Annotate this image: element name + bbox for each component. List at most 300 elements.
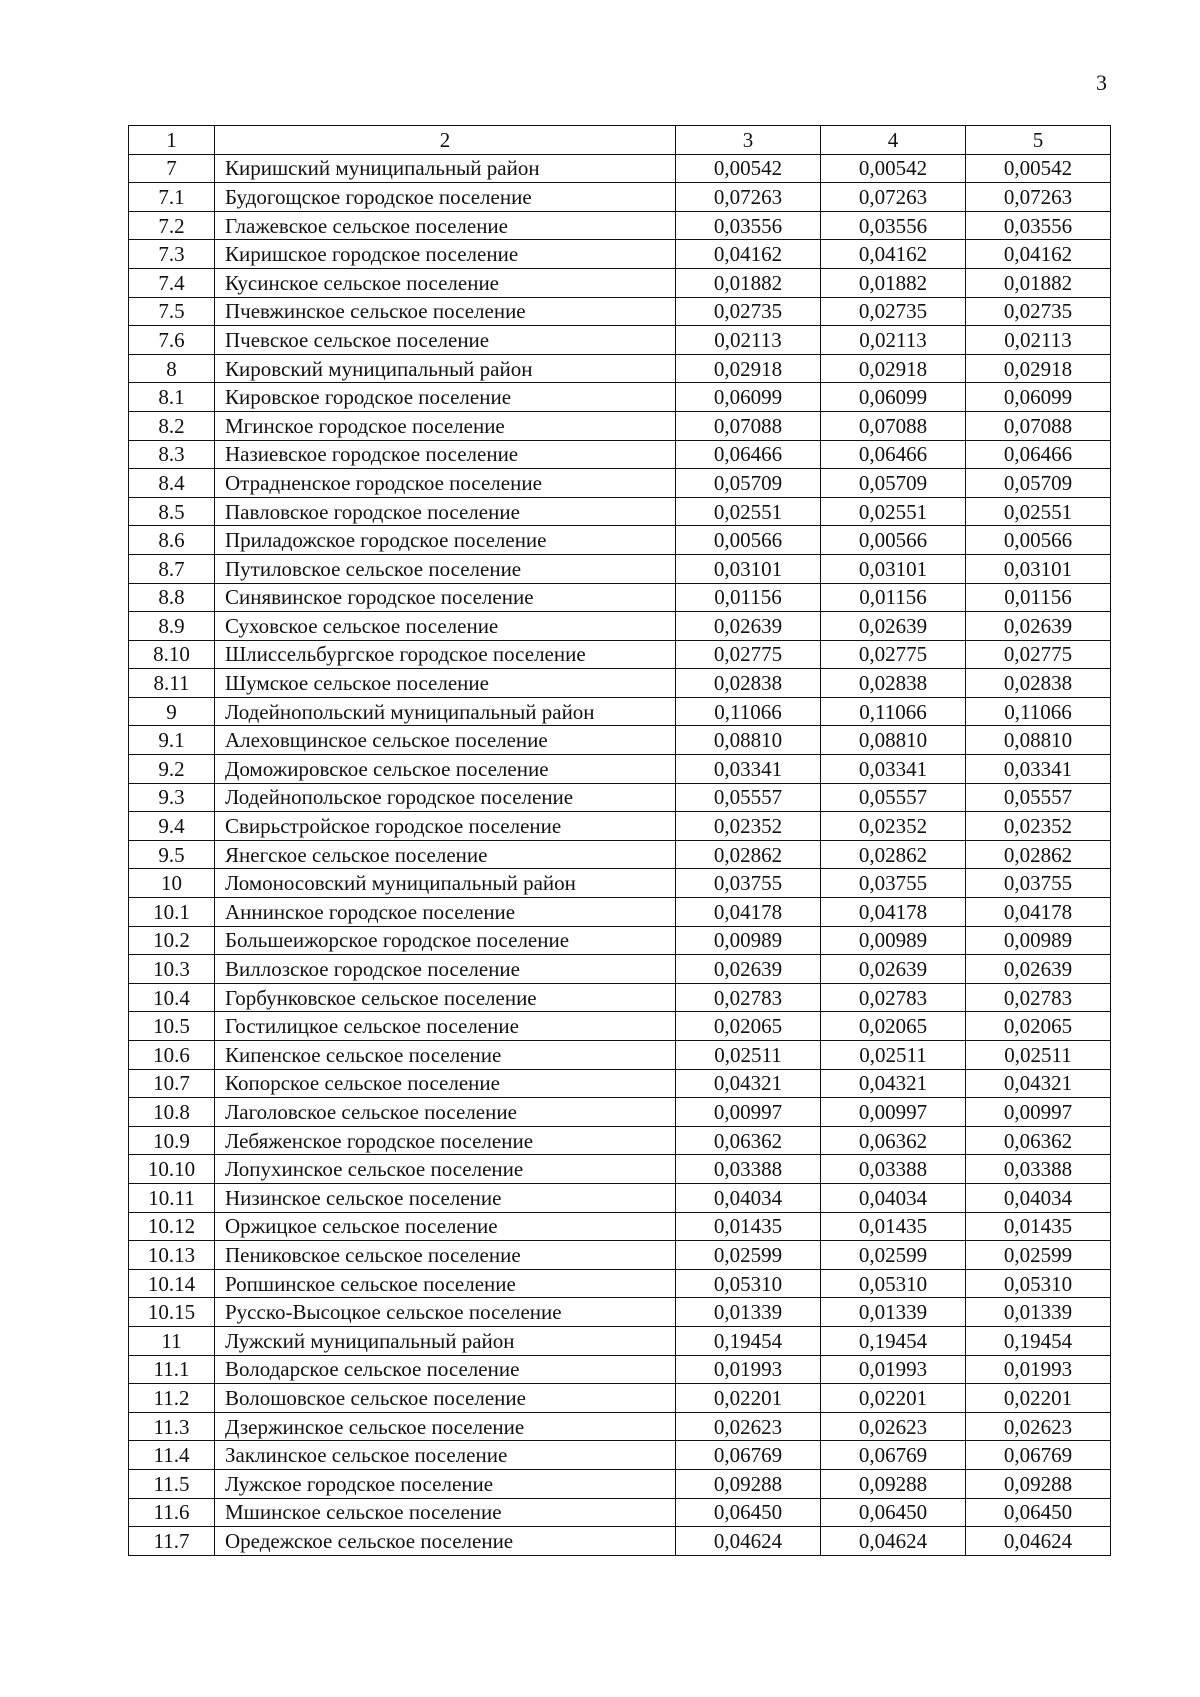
- table-row: [129, 983, 1111, 1012]
- value-col-3: 0,03755: [676, 869, 821, 898]
- value-col-4: 0,03556: [821, 211, 966, 240]
- table-row: [129, 497, 1111, 526]
- value-col-4: 0,03341: [821, 755, 966, 784]
- table-row: [129, 669, 1111, 698]
- table-row: [129, 612, 1111, 641]
- value-col-5: 0,04162: [966, 240, 1111, 269]
- value-col-5: 0,00989: [966, 926, 1111, 955]
- municipality-name: Заклинское сельское поселение: [215, 1441, 676, 1470]
- value-col-4: 0,02113: [821, 326, 966, 355]
- municipality-name: Лужское городское поселение: [215, 1469, 676, 1498]
- value-col-5: 0,06450: [966, 1498, 1111, 1527]
- table-row: [129, 154, 1111, 183]
- value-col-4: 0,03101: [821, 554, 966, 583]
- municipality-name: Алеховщинское сельское поселение: [215, 726, 676, 755]
- row-number: 10.15: [129, 1298, 215, 1327]
- table-row: [129, 183, 1111, 212]
- value-col-5: 0,02918: [966, 354, 1111, 383]
- municipality-name: Гостилицкое сельское поселение: [215, 1012, 676, 1041]
- value-col-5: 0,00566: [966, 526, 1111, 555]
- value-col-3: 0,02783: [676, 983, 821, 1012]
- row-number: 10.14: [129, 1269, 215, 1298]
- municipality-name: Суховское сельское поселение: [215, 612, 676, 641]
- table-row: [129, 1326, 1111, 1355]
- table-row: [129, 1355, 1111, 1384]
- value-col-5: 0,02783: [966, 983, 1111, 1012]
- value-col-5: 0,01882: [966, 268, 1111, 297]
- value-col-3: 0,08810: [676, 726, 821, 755]
- row-number: 9.4: [129, 812, 215, 841]
- table-row: [129, 411, 1111, 440]
- value-col-5: 0,04321: [966, 1069, 1111, 1098]
- row-number: 10: [129, 869, 215, 898]
- header-cell-4: 4: [821, 126, 966, 155]
- row-number: 8.6: [129, 526, 215, 555]
- municipality-name: Глажевское сельское поселение: [215, 211, 676, 240]
- coefficients-table: [128, 125, 1111, 1556]
- municipality-name: Аннинское городское поселение: [215, 898, 676, 927]
- row-number: 10.10: [129, 1155, 215, 1184]
- row-number: 7.2: [129, 211, 215, 240]
- row-number: 8: [129, 354, 215, 383]
- value-col-3: 0,02201: [676, 1384, 821, 1413]
- value-col-3: 0,02639: [676, 612, 821, 641]
- row-number: 11.6: [129, 1498, 215, 1527]
- municipality-name: Кипенское сельское поселение: [215, 1041, 676, 1070]
- municipality-name: Киришское городское поселение: [215, 240, 676, 269]
- municipality-name: Виллозское городское поселение: [215, 955, 676, 984]
- municipality-name: Кусинское сельское поселение: [215, 268, 676, 297]
- table-row: [129, 898, 1111, 927]
- municipality-name: Киришский муниципальный район: [215, 154, 676, 183]
- row-number: 10.8: [129, 1098, 215, 1127]
- table-row: [129, 1298, 1111, 1327]
- value-col-3: 0,02599: [676, 1241, 821, 1270]
- value-col-5: 0,02065: [966, 1012, 1111, 1041]
- table-row: [129, 354, 1111, 383]
- municipality-name: Янегское сельское поселение: [215, 840, 676, 869]
- table-row: [129, 240, 1111, 269]
- value-col-3: 0,02113: [676, 326, 821, 355]
- table-row: [129, 1469, 1111, 1498]
- municipality-name: Низинское сельское поселение: [215, 1183, 676, 1212]
- value-col-3: 0,02735: [676, 297, 821, 326]
- value-col-4: 0,06099: [821, 383, 966, 412]
- value-col-3: 0,06099: [676, 383, 821, 412]
- value-col-3: 0,02352: [676, 812, 821, 841]
- value-col-3: 0,04162: [676, 240, 821, 269]
- header-cell-3: 3: [676, 126, 821, 155]
- value-col-5: 0,02511: [966, 1041, 1111, 1070]
- value-col-3: 0,19454: [676, 1326, 821, 1355]
- row-number: 11.1: [129, 1355, 215, 1384]
- value-col-3: 0,05310: [676, 1269, 821, 1298]
- municipality-name: Синявинское городское поселение: [215, 583, 676, 612]
- value-col-5: 0,05709: [966, 469, 1111, 498]
- row-number: 10.13: [129, 1241, 215, 1270]
- municipality-name: Русско-Высоцкое сельское поселение: [215, 1298, 676, 1327]
- value-col-5: 0,06362: [966, 1126, 1111, 1155]
- value-col-3: 0,02511: [676, 1041, 821, 1070]
- value-col-3: 0,01993: [676, 1355, 821, 1384]
- value-col-3: 0,00989: [676, 926, 821, 955]
- value-col-3: 0,01435: [676, 1212, 821, 1241]
- value-col-4: 0,02783: [821, 983, 966, 1012]
- value-col-5: 0,02735: [966, 297, 1111, 326]
- value-col-5: 0,07263: [966, 183, 1111, 212]
- municipality-name: Шлиссельбургское городское поселение: [215, 640, 676, 669]
- value-col-3: 0,09288: [676, 1469, 821, 1498]
- value-col-3: 0,04034: [676, 1183, 821, 1212]
- value-col-3: 0,01339: [676, 1298, 821, 1327]
- row-number: 11: [129, 1326, 215, 1355]
- value-col-5: 0,02838: [966, 669, 1111, 698]
- municipality-name: Пчевжинское сельское поселение: [215, 297, 676, 326]
- row-number: 8.4: [129, 469, 215, 498]
- table-row: [129, 955, 1111, 984]
- row-number: 10.4: [129, 983, 215, 1012]
- value-col-5: 0,02551: [966, 497, 1111, 526]
- table-row: [129, 1012, 1111, 1041]
- municipality-name: Володарское сельское поселение: [215, 1355, 676, 1384]
- row-number: 8.2: [129, 411, 215, 440]
- municipality-name: Большеижорское городское поселение: [215, 926, 676, 955]
- table-row: [129, 783, 1111, 812]
- table-row: [129, 526, 1111, 555]
- row-number: 7.3: [129, 240, 215, 269]
- value-col-4: 0,06450: [821, 1498, 966, 1527]
- row-number: 8.9: [129, 612, 215, 641]
- value-col-5: 0,09288: [966, 1469, 1111, 1498]
- value-col-4: 0,02511: [821, 1041, 966, 1070]
- row-number: 10.11: [129, 1183, 215, 1212]
- table-row: [129, 1527, 1111, 1556]
- municipality-name: Кировское городское поселение: [215, 383, 676, 412]
- value-col-4: 0,06769: [821, 1441, 966, 1470]
- value-col-5: 0,07088: [966, 411, 1111, 440]
- municipality-name: Лодейнопольский муниципальный район: [215, 697, 676, 726]
- value-col-3: 0,11066: [676, 697, 821, 726]
- value-col-5: 0,03341: [966, 755, 1111, 784]
- value-col-4: 0,06362: [821, 1126, 966, 1155]
- value-col-4: 0,02599: [821, 1241, 966, 1270]
- table-row: [129, 840, 1111, 869]
- value-col-3: 0,01156: [676, 583, 821, 612]
- value-col-4: 0,05709: [821, 469, 966, 498]
- value-col-3: 0,05557: [676, 783, 821, 812]
- value-col-5: 0,03101: [966, 554, 1111, 583]
- value-col-4: 0,01156: [821, 583, 966, 612]
- value-col-5: 0,06466: [966, 440, 1111, 469]
- value-col-4: 0,02639: [821, 955, 966, 984]
- value-col-3: 0,00566: [676, 526, 821, 555]
- municipality-name: Волошовское сельское поселение: [215, 1384, 676, 1413]
- value-col-3: 0,03556: [676, 211, 821, 240]
- header-cell-5: 5: [966, 126, 1111, 155]
- row-number: 10.5: [129, 1012, 215, 1041]
- table-row: [129, 1098, 1111, 1127]
- row-number: 10.6: [129, 1041, 215, 1070]
- value-col-4: 0,05310: [821, 1269, 966, 1298]
- value-col-4: 0,09288: [821, 1469, 966, 1498]
- municipality-name: Мшинское сельское поселение: [215, 1498, 676, 1527]
- value-col-5: 0,03388: [966, 1155, 1111, 1184]
- value-col-3: 0,00997: [676, 1098, 821, 1127]
- value-col-4: 0,04034: [821, 1183, 966, 1212]
- value-col-4: 0,02918: [821, 354, 966, 383]
- municipality-name: Будогощское городское поселение: [215, 183, 676, 212]
- value-col-4: 0,04178: [821, 898, 966, 927]
- table-row: [129, 326, 1111, 355]
- value-col-3: 0,03341: [676, 755, 821, 784]
- value-col-5: 0,03556: [966, 211, 1111, 240]
- row-number: 8.3: [129, 440, 215, 469]
- table-row: [129, 755, 1111, 784]
- value-col-4: 0,19454: [821, 1326, 966, 1355]
- table-row: [129, 1041, 1111, 1070]
- value-col-3: 0,01882: [676, 268, 821, 297]
- value-col-4: 0,01882: [821, 268, 966, 297]
- value-col-5: 0,04034: [966, 1183, 1111, 1212]
- municipality-name: Дзержинское сельское поселение: [215, 1412, 676, 1441]
- value-col-4: 0,05557: [821, 783, 966, 812]
- table-body: [129, 154, 1111, 1555]
- municipality-name: Лодейнопольское городское поселение: [215, 783, 676, 812]
- value-col-5: 0,02201: [966, 1384, 1111, 1413]
- municipality-name: Павловское городское поселение: [215, 497, 676, 526]
- row-number: 9: [129, 697, 215, 726]
- value-col-3: 0,07263: [676, 183, 821, 212]
- row-number: 8.1: [129, 383, 215, 412]
- value-col-4: 0,06466: [821, 440, 966, 469]
- table-row: [129, 469, 1111, 498]
- municipality-name: Пчевское сельское поселение: [215, 326, 676, 355]
- value-col-4: 0,00542: [821, 154, 966, 183]
- value-col-4: 0,02775: [821, 640, 966, 669]
- value-col-5: 0,08810: [966, 726, 1111, 755]
- value-col-4: 0,03388: [821, 1155, 966, 1184]
- value-col-3: 0,00542: [676, 154, 821, 183]
- municipality-name: Доможировское сельское поселение: [215, 755, 676, 784]
- value-col-3: 0,07088: [676, 411, 821, 440]
- value-col-4: 0,11066: [821, 697, 966, 726]
- value-col-5: 0,01435: [966, 1212, 1111, 1241]
- table-row: [129, 554, 1111, 583]
- value-col-4: 0,00997: [821, 1098, 966, 1127]
- value-col-4: 0,01993: [821, 1355, 966, 1384]
- value-col-4: 0,07088: [821, 411, 966, 440]
- value-col-4: 0,00566: [821, 526, 966, 555]
- value-col-5: 0,19454: [966, 1326, 1111, 1355]
- value-col-4: 0,04321: [821, 1069, 966, 1098]
- value-col-5: 0,01339: [966, 1298, 1111, 1327]
- table-row: [129, 1441, 1111, 1470]
- page-number: 3: [1096, 70, 1107, 95]
- value-col-5: 0,02639: [966, 612, 1111, 641]
- row-number: 7.1: [129, 183, 215, 212]
- value-col-3: 0,02065: [676, 1012, 821, 1041]
- table-row: [129, 697, 1111, 726]
- municipality-name: Оредежское сельское поселение: [215, 1527, 676, 1556]
- table-row: [129, 1412, 1111, 1441]
- row-number: 8.10: [129, 640, 215, 669]
- row-number: 10.3: [129, 955, 215, 984]
- row-number: 8.11: [129, 669, 215, 698]
- row-number: 10.7: [129, 1069, 215, 1098]
- municipality-name: Отрадненское городское поселение: [215, 469, 676, 498]
- value-col-5: 0,04178: [966, 898, 1111, 927]
- header-row: [129, 126, 1111, 155]
- value-col-4: 0,04162: [821, 240, 966, 269]
- table-row: [129, 1241, 1111, 1270]
- value-col-4: 0,02639: [821, 612, 966, 641]
- table-row: [129, 268, 1111, 297]
- row-number: 8.7: [129, 554, 215, 583]
- row-number: 10.9: [129, 1126, 215, 1155]
- value-col-5: 0,11066: [966, 697, 1111, 726]
- row-number: 11.3: [129, 1412, 215, 1441]
- row-number: 7.5: [129, 297, 215, 326]
- municipality-name: Лебяженское городское поселение: [215, 1126, 676, 1155]
- value-col-4: 0,02065: [821, 1012, 966, 1041]
- table-row: [129, 440, 1111, 469]
- value-col-5: 0,02623: [966, 1412, 1111, 1441]
- value-col-5: 0,06769: [966, 1441, 1111, 1470]
- value-col-3: 0,06362: [676, 1126, 821, 1155]
- value-col-4: 0,04624: [821, 1527, 966, 1556]
- value-col-3: 0,02551: [676, 497, 821, 526]
- municipality-name: Свирьстройское городское поселение: [215, 812, 676, 841]
- value-col-4: 0,02551: [821, 497, 966, 526]
- table-row: [129, 1212, 1111, 1241]
- row-number: 8.8: [129, 583, 215, 612]
- value-col-5: 0,06099: [966, 383, 1111, 412]
- value-col-4: 0,02838: [821, 669, 966, 698]
- table-row: [129, 640, 1111, 669]
- municipality-name: Лопухинское сельское поселение: [215, 1155, 676, 1184]
- value-col-4: 0,02862: [821, 840, 966, 869]
- value-col-5: 0,01156: [966, 583, 1111, 612]
- row-number: 11.7: [129, 1527, 215, 1556]
- row-number: 10.12: [129, 1212, 215, 1241]
- table-row: [129, 1384, 1111, 1413]
- value-col-3: 0,04178: [676, 898, 821, 927]
- value-col-3: 0,04624: [676, 1527, 821, 1556]
- municipality-name: Лужский муниципальный район: [215, 1326, 676, 1355]
- value-col-5: 0,05557: [966, 783, 1111, 812]
- table-row: [129, 1183, 1111, 1212]
- table-row: [129, 1269, 1111, 1298]
- value-col-3: 0,02918: [676, 354, 821, 383]
- municipality-name: Лаголовское сельское поселение: [215, 1098, 676, 1127]
- value-col-4: 0,00989: [821, 926, 966, 955]
- row-number: 11.2: [129, 1384, 215, 1413]
- municipality-name: Назиевское городское поселение: [215, 440, 676, 469]
- value-col-5: 0,02599: [966, 1241, 1111, 1270]
- header-cell-2: 2: [215, 126, 676, 155]
- municipality-name: Мгинское городское поселение: [215, 411, 676, 440]
- value-col-5: 0,02639: [966, 955, 1111, 984]
- value-col-5: 0,01993: [966, 1355, 1111, 1384]
- municipality-name: Горбунковское сельское поселение: [215, 983, 676, 1012]
- value-col-4: 0,01339: [821, 1298, 966, 1327]
- table-row: [129, 1069, 1111, 1098]
- municipality-name: Ломоносовский муниципальный район: [215, 869, 676, 898]
- value-col-4: 0,01435: [821, 1212, 966, 1241]
- row-number: 10.1: [129, 898, 215, 927]
- value-col-5: 0,05310: [966, 1269, 1111, 1298]
- value-col-4: 0,07263: [821, 183, 966, 212]
- value-col-3: 0,05709: [676, 469, 821, 498]
- value-col-3: 0,02623: [676, 1412, 821, 1441]
- value-col-3: 0,02838: [676, 669, 821, 698]
- table-header: [129, 126, 1111, 155]
- value-col-3: 0,03101: [676, 554, 821, 583]
- table-row: [129, 583, 1111, 612]
- header-cell-1: 1: [129, 126, 215, 155]
- value-col-3: 0,02775: [676, 640, 821, 669]
- municipality-name: Шумское сельское поселение: [215, 669, 676, 698]
- row-number: 9.5: [129, 840, 215, 869]
- value-col-3: 0,06466: [676, 440, 821, 469]
- row-number: 9.3: [129, 783, 215, 812]
- value-col-4: 0,02201: [821, 1384, 966, 1413]
- value-col-5: 0,02113: [966, 326, 1111, 355]
- row-number: 9.2: [129, 755, 215, 784]
- table-row: [129, 383, 1111, 412]
- value-col-5: 0,04624: [966, 1527, 1111, 1556]
- table-row: [129, 1498, 1111, 1527]
- municipality-name: Приладожское городское поселение: [215, 526, 676, 555]
- table-row: [129, 1126, 1111, 1155]
- row-number: 7: [129, 154, 215, 183]
- municipality-name: Пениковское сельское поселение: [215, 1241, 676, 1270]
- row-number: 10.2: [129, 926, 215, 955]
- municipality-name: Кировский муниципальный район: [215, 354, 676, 383]
- value-col-5: 0,03755: [966, 869, 1111, 898]
- row-number: 9.1: [129, 726, 215, 755]
- value-col-3: 0,03388: [676, 1155, 821, 1184]
- municipality-name: Путиловское сельское поселение: [215, 554, 676, 583]
- municipality-name: Ропшинское сельское поселение: [215, 1269, 676, 1298]
- value-col-3: 0,06769: [676, 1441, 821, 1470]
- value-col-5: 0,02775: [966, 640, 1111, 669]
- value-col-3: 0,02639: [676, 955, 821, 984]
- table-row: [129, 869, 1111, 898]
- value-col-4: 0,02352: [821, 812, 966, 841]
- value-col-5: 0,02862: [966, 840, 1111, 869]
- row-number: 7.6: [129, 326, 215, 355]
- municipality-name: Оржицкое сельское поселение: [215, 1212, 676, 1241]
- value-col-3: 0,02862: [676, 840, 821, 869]
- municipality-name: Копорское сельское поселение: [215, 1069, 676, 1098]
- table-row: [129, 211, 1111, 240]
- row-number: 11.4: [129, 1441, 215, 1470]
- row-number: 11.5: [129, 1469, 215, 1498]
- table-row: [129, 726, 1111, 755]
- value-col-4: 0,08810: [821, 726, 966, 755]
- row-number: 8.5: [129, 497, 215, 526]
- table-row: [129, 297, 1111, 326]
- table-row: [129, 812, 1111, 841]
- row-number: 7.4: [129, 268, 215, 297]
- value-col-5: 0,00997: [966, 1098, 1111, 1127]
- value-col-4: 0,03755: [821, 869, 966, 898]
- value-col-4: 0,02735: [821, 297, 966, 326]
- value-col-4: 0,02623: [821, 1412, 966, 1441]
- table-row: [129, 926, 1111, 955]
- value-col-5: 0,02352: [966, 812, 1111, 841]
